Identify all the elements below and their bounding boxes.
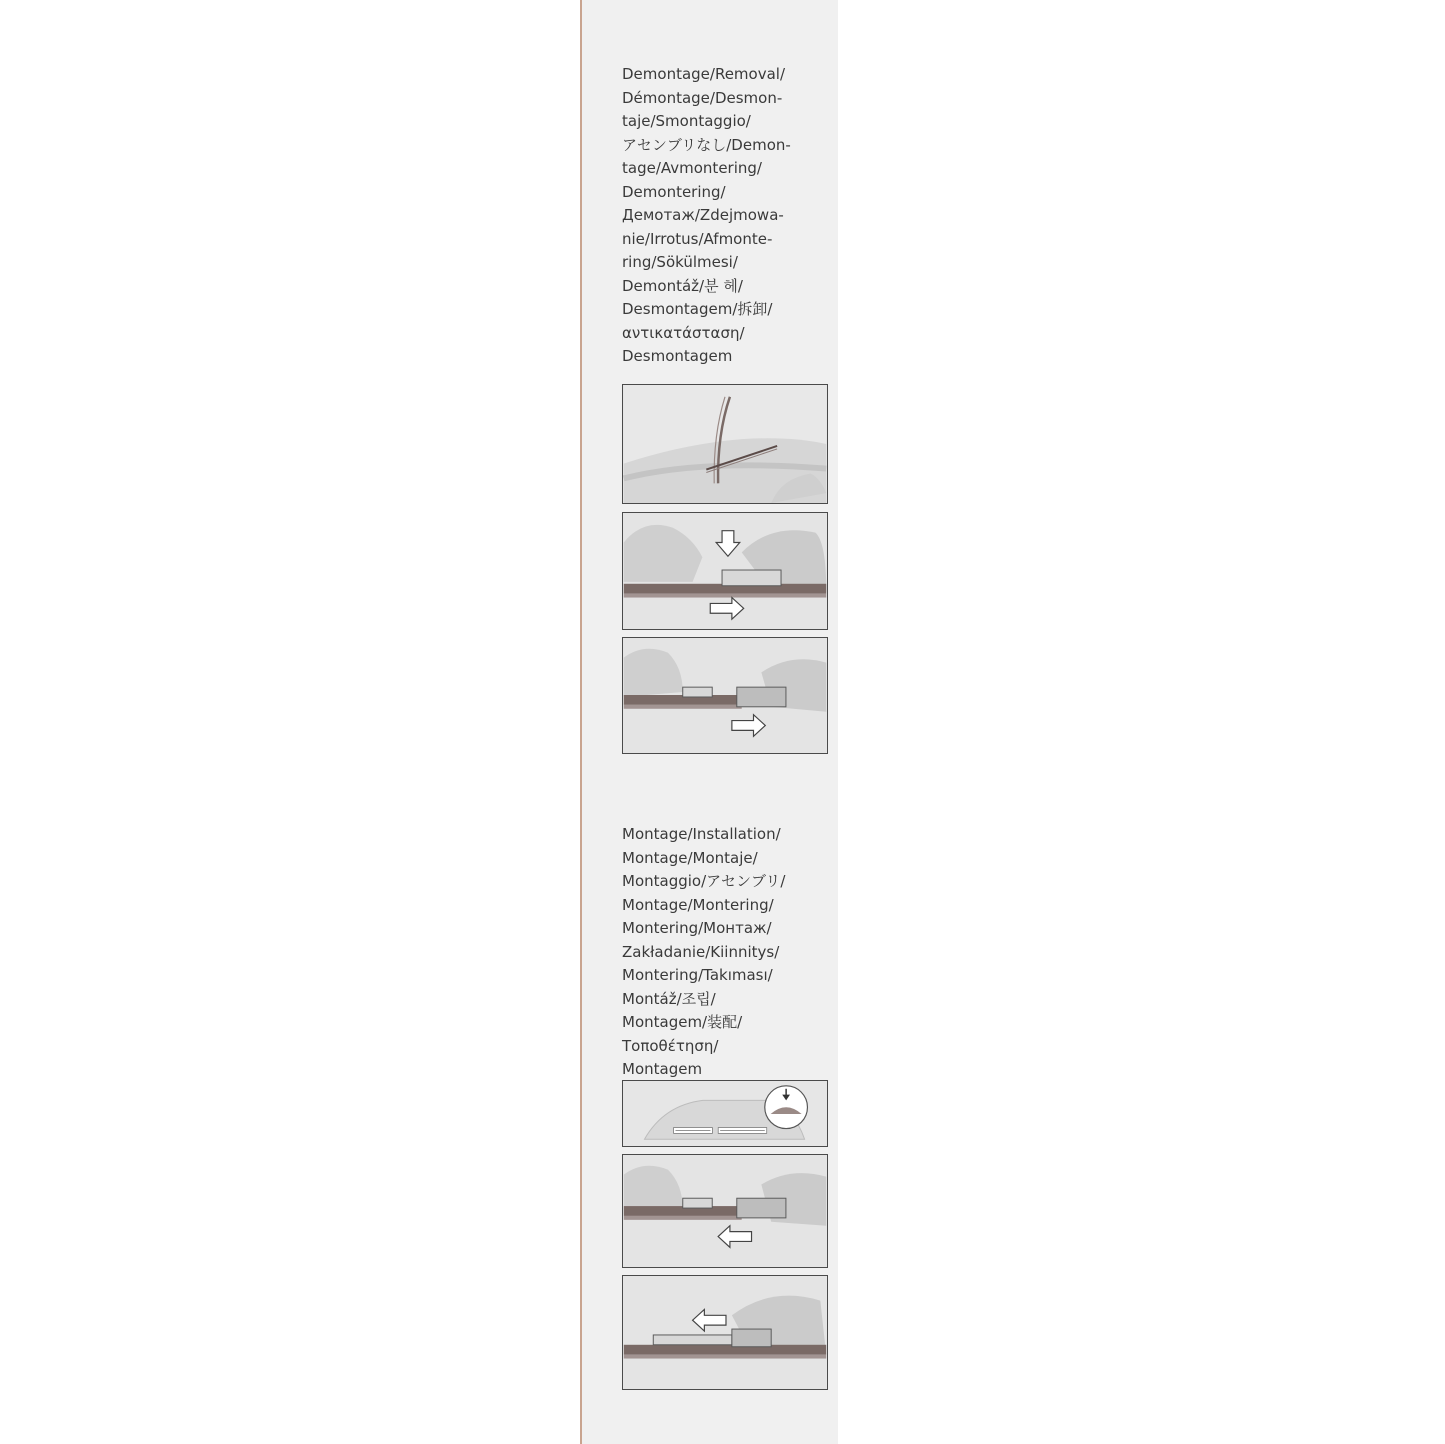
- lock-blade-icon: [623, 1276, 827, 1389]
- installation-line: Τοποθέτηση/: [622, 1036, 719, 1055]
- slide-blade-on-icon: [623, 1155, 827, 1267]
- installation-line: Montáž/조립/: [622, 989, 716, 1008]
- removal-line: tage/Avmontering/: [622, 159, 762, 177]
- removal-line: Démontage/Desmon-: [622, 88, 783, 107]
- installation-line: Montering/Монтаж/: [622, 919, 772, 937]
- removal-line: ring/Sökülmesi/: [622, 253, 738, 271]
- installation-line: Zakładanie/Kiinnitys/: [622, 942, 780, 961]
- removal-line: αντικατάσταση/: [622, 323, 745, 342]
- removal-heading: [622, 63, 832, 369]
- removal-line: nie/Irrotus/Afmonte-: [622, 229, 773, 248]
- installation-step-2-illustration: [622, 1154, 828, 1268]
- slide-blade-off-icon: [623, 638, 827, 753]
- car-blade-length-icon: [623, 1081, 827, 1146]
- installation-line: Montaggio/アセンブリ/: [622, 872, 786, 890]
- removal-line: Demontage/Removal/: [622, 65, 786, 83]
- installation-step-3-illustration: [622, 1275, 828, 1390]
- installation-step-1-illustration: [622, 1080, 828, 1147]
- removal-line: taje/Smontaggio/: [622, 112, 751, 130]
- removal-step-1-illustration: [622, 384, 828, 504]
- installation-line: Montage/Montaje/: [622, 848, 758, 867]
- removal-line: アセンブリなし/Demon-: [622, 135, 791, 154]
- removal-step-2-illustration: [622, 512, 828, 630]
- installation-line: Montage/Montering/: [622, 895, 774, 914]
- wiper-arm-raised-icon: [623, 385, 827, 503]
- installation-line: Montage/Installation/: [622, 825, 781, 843]
- installation-heading: [622, 823, 832, 1082]
- removal-line: Демотаж/Zdejmowa-: [622, 206, 784, 224]
- installation-line: Montagem/装配/: [622, 1013, 743, 1031]
- removal-line: Desmontagem: [622, 347, 733, 365]
- removal-line: Demontáž/분 헤/: [622, 276, 743, 295]
- removal-line: Demontering/: [622, 182, 726, 201]
- installation-line: Montagem: [622, 1060, 703, 1078]
- installation-line: Montering/Takıması/: [622, 966, 773, 984]
- removal-line: Desmontagem/拆卸/: [622, 300, 773, 318]
- press-clip-icon: [623, 513, 827, 629]
- removal-step-3-illustration: [622, 637, 828, 754]
